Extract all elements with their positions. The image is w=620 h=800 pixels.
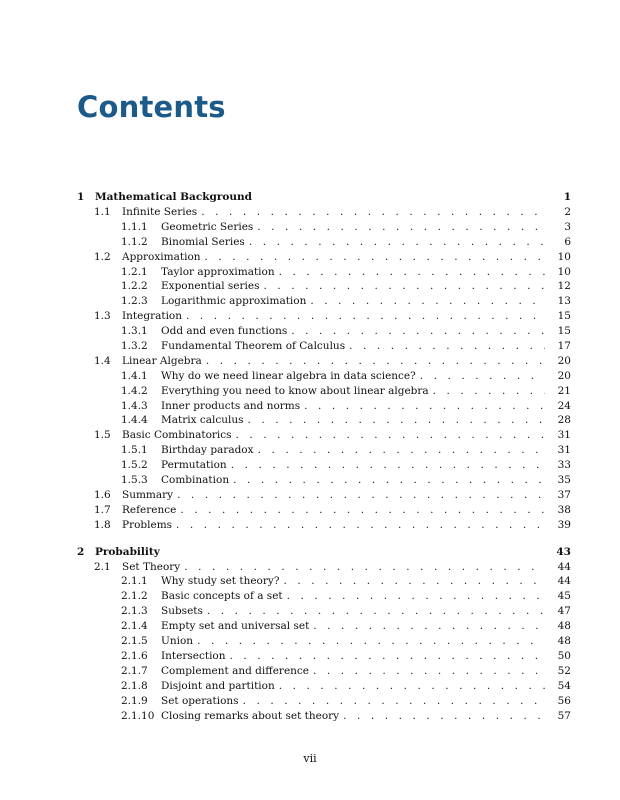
toc-subsection[interactable] xyxy=(77,235,571,250)
dot-leader xyxy=(197,634,545,649)
dot-leader xyxy=(249,235,545,250)
chapter-title: Probability xyxy=(95,545,160,558)
entry-title: Linear Algebra xyxy=(122,354,202,367)
entry-page-number: 28 xyxy=(557,414,571,427)
entry-number: 2.1.10 xyxy=(121,709,155,722)
dot-leader xyxy=(207,604,545,619)
entry-number: 2.1.6 xyxy=(121,649,148,662)
dot-leader xyxy=(279,679,545,694)
entry-title: Summary xyxy=(122,488,174,501)
entry-page-number: 48 xyxy=(557,635,571,648)
toc-section[interactable] xyxy=(77,250,571,265)
entry-page-number: 10 xyxy=(557,265,571,278)
toc-subsection[interactable] xyxy=(77,279,571,294)
toc-chapter[interactable] xyxy=(77,190,571,205)
entry-page-number: 45 xyxy=(557,590,571,603)
entry-number: 1.3.2 xyxy=(121,340,148,353)
toc-subsection[interactable] xyxy=(77,634,571,649)
entry-page-number: 33 xyxy=(557,459,571,472)
dot-leader xyxy=(433,384,545,399)
entry-number: 1.4.3 xyxy=(121,399,148,412)
entry-number: 1.4 xyxy=(94,354,111,367)
entry-page-number: 37 xyxy=(557,488,571,501)
toc-subsection[interactable] xyxy=(77,473,571,488)
toc-subsection[interactable] xyxy=(77,458,571,473)
dot-leader xyxy=(287,589,545,604)
entry-number: 1.2.2 xyxy=(121,280,148,293)
entry-title: Birthday paradox xyxy=(161,444,254,457)
toc-subsection[interactable] xyxy=(77,679,571,694)
entry-number: 2.1.4 xyxy=(121,620,148,633)
entry-number: 1.1.1 xyxy=(121,220,148,233)
toc-section[interactable] xyxy=(77,205,571,220)
entry-title: Taylor approximation xyxy=(161,265,275,278)
dot-leader xyxy=(233,473,545,488)
entry-page-number: 20 xyxy=(557,369,571,382)
dot-leader xyxy=(248,413,545,428)
entry-page-number: 52 xyxy=(557,664,571,677)
chapter-page-number: 1 xyxy=(563,191,571,203)
toc-subsection[interactable] xyxy=(77,294,571,309)
entry-page-number: 44 xyxy=(557,575,571,588)
chapter-title: Mathematical Background xyxy=(95,191,253,203)
toc-subsection[interactable] xyxy=(77,399,571,414)
entry-number: 1.5 xyxy=(94,429,111,442)
page-number: vii xyxy=(303,752,317,765)
toc-section[interactable] xyxy=(77,354,571,369)
entry-number: 2.1.5 xyxy=(121,635,148,648)
entry-number: 1.1.2 xyxy=(121,235,148,248)
entry-number: 2.1 xyxy=(94,560,111,573)
entry-title: Reference xyxy=(122,503,177,516)
entry-title: Why study set theory? xyxy=(161,575,280,588)
toc-section[interactable] xyxy=(77,428,571,443)
entry-page-number: 31 xyxy=(557,429,571,442)
entry-page-number: 15 xyxy=(557,310,571,323)
toc-section[interactable] xyxy=(77,503,571,518)
entry-number: 1.8 xyxy=(94,518,111,531)
entry-number: 1.5.3 xyxy=(121,474,148,487)
dot-leader xyxy=(279,265,545,280)
dot-leader xyxy=(283,574,545,589)
entry-title: Binomial Series xyxy=(161,235,245,248)
entry-title: Infinite Series xyxy=(122,206,198,218)
toc-subsection[interactable] xyxy=(77,589,571,604)
toc-chapter[interactable] xyxy=(77,545,571,560)
entry-title: Matrix calculus xyxy=(161,414,244,427)
entry-page-number: 39 xyxy=(557,518,571,531)
entry-page-number: 48 xyxy=(557,620,571,633)
dot-leader xyxy=(258,443,545,458)
entry-number: 1.5.1 xyxy=(121,444,148,457)
entry-title: Set operations xyxy=(161,694,239,707)
toc-subsection[interactable] xyxy=(77,664,571,679)
entry-page-number: 21 xyxy=(557,384,571,397)
entry-number: 1.5.2 xyxy=(121,459,148,472)
entry-title: Subsets xyxy=(161,605,203,618)
entry-number: 2.1.3 xyxy=(121,605,148,618)
toc-subsection[interactable] xyxy=(77,339,571,354)
entry-page-number: 50 xyxy=(557,649,571,662)
entry-page-number: 6 xyxy=(564,235,571,248)
dot-leader xyxy=(243,694,545,709)
entry-page-number: 35 xyxy=(557,474,571,487)
dot-leader xyxy=(205,250,545,265)
entry-title: Disjoint and partition xyxy=(161,679,275,692)
entry-page-number: 56 xyxy=(557,694,571,707)
dot-leader xyxy=(186,309,545,324)
entry-number: 2.1.9 xyxy=(121,694,148,707)
entry-page-number: 20 xyxy=(557,354,571,367)
entry-page-number: 57 xyxy=(557,709,571,722)
page-title: Contents xyxy=(77,90,226,124)
entry-number: 1.7 xyxy=(94,503,111,516)
dot-leader xyxy=(236,428,545,443)
toc-section[interactable] xyxy=(77,518,571,533)
entry-number: 1.3 xyxy=(94,310,111,323)
toc-subsection[interactable] xyxy=(77,265,571,280)
toc-section[interactable] xyxy=(77,560,571,575)
dot-leader xyxy=(313,619,545,634)
dot-leader xyxy=(313,664,545,679)
entry-title: Fundamental Theorem of Calculus xyxy=(161,340,346,353)
entry-title: Odd and even functions xyxy=(161,325,288,338)
dot-leader xyxy=(201,205,545,220)
chapter-page-number: 43 xyxy=(556,545,571,558)
entry-title: Why do we need linear algebra in data science? xyxy=(161,369,416,382)
entry-page-number: 24 xyxy=(557,399,571,412)
dot-leader xyxy=(177,488,545,503)
entry-page-number: 31 xyxy=(557,444,571,457)
dot-leader xyxy=(231,458,545,473)
entry-page-number: 13 xyxy=(557,295,571,308)
entry-title: Problems xyxy=(122,518,173,531)
dot-leader xyxy=(310,294,545,309)
toc-subsection[interactable] xyxy=(77,443,571,458)
dot-leader xyxy=(206,354,545,369)
chapter-number: 2 xyxy=(77,545,85,558)
entry-title: Basic concepts of a set xyxy=(161,590,283,603)
entry-title: Complement and difference xyxy=(161,664,310,677)
entry-title: Permutation xyxy=(161,459,227,472)
entry-page-number: 12 xyxy=(557,280,571,293)
entry-page-number: 2 xyxy=(564,206,571,218)
chapter-number: 1 xyxy=(77,191,85,203)
entry-number: 1.1 xyxy=(94,206,111,218)
toc-subsection[interactable] xyxy=(77,694,571,709)
dot-leader xyxy=(349,339,545,354)
dot-leader xyxy=(304,399,545,414)
toc-section[interactable] xyxy=(77,488,571,503)
entry-number: 2.1.2 xyxy=(121,590,148,603)
dot-leader xyxy=(176,518,545,533)
entry-number: 1.4.1 xyxy=(121,369,148,382)
entry-title: Everything you need to know about linear algebra xyxy=(161,384,429,397)
entry-number: 1.2 xyxy=(94,250,111,263)
toc-subsection[interactable] xyxy=(77,619,571,634)
toc-section[interactable] xyxy=(77,309,571,324)
entry-title: Empty set and universal set xyxy=(161,620,310,633)
entry-page-number: 47 xyxy=(557,605,571,618)
entry-page-number: 54 xyxy=(557,679,571,692)
entry-number: 2.1.7 xyxy=(121,664,148,677)
dot-leader xyxy=(263,279,545,294)
entry-page-number: 38 xyxy=(557,503,571,516)
table-of-contents xyxy=(77,190,571,723)
dot-leader xyxy=(180,503,545,518)
entry-title: Basic Combinatorics xyxy=(122,429,232,442)
toc-subsection[interactable] xyxy=(77,649,571,664)
toc-subsection[interactable] xyxy=(77,369,571,384)
entry-title: Exponential series xyxy=(161,280,260,293)
entry-page-number: 3 xyxy=(564,220,571,233)
entry-title: Intersection xyxy=(161,649,226,662)
dot-leader xyxy=(184,560,545,575)
entry-title: Approximation xyxy=(122,250,201,263)
entry-number: 1.2.3 xyxy=(121,295,148,308)
entry-title: Geometric Series xyxy=(161,220,254,233)
entry-page-number: 15 xyxy=(557,325,571,338)
entry-title: Closing remarks about set theory xyxy=(161,709,340,722)
toc-subsection[interactable] xyxy=(77,604,571,619)
toc-subsection[interactable] xyxy=(77,384,571,399)
entry-title: Logarithmic approximation xyxy=(161,295,307,308)
entry-number: 1.6 xyxy=(94,488,111,501)
entry-number: 1.4.2 xyxy=(121,384,148,397)
entry-page-number: 10 xyxy=(557,250,571,263)
entry-number: 1.2.1 xyxy=(121,265,148,278)
entry-number: 1.4.4 xyxy=(121,414,148,427)
dot-leader xyxy=(257,220,545,235)
entry-title: Inner products and norms xyxy=(161,399,301,412)
entry-number: 1.3.1 xyxy=(121,325,148,338)
entry-page-number: 17 xyxy=(557,340,571,353)
toc-subsection[interactable] xyxy=(77,413,571,428)
dot-leader xyxy=(420,369,545,384)
toc-subsection[interactable] xyxy=(77,709,571,724)
dot-leader xyxy=(291,324,545,339)
entry-title: Integration xyxy=(122,310,183,323)
entry-title: Union xyxy=(161,635,194,648)
entry-title: Set Theory xyxy=(122,560,181,573)
toc-subsection[interactable] xyxy=(77,574,571,589)
entry-number: 2.1.1 xyxy=(121,575,148,588)
entry-title: Combination xyxy=(161,474,230,487)
entry-number: 2.1.8 xyxy=(121,679,148,692)
dot-leader xyxy=(343,709,545,724)
entry-page-number: 44 xyxy=(557,560,571,573)
dot-leader xyxy=(230,649,545,664)
toc-subsection[interactable] xyxy=(77,220,571,235)
toc-subsection[interactable] xyxy=(77,324,571,339)
